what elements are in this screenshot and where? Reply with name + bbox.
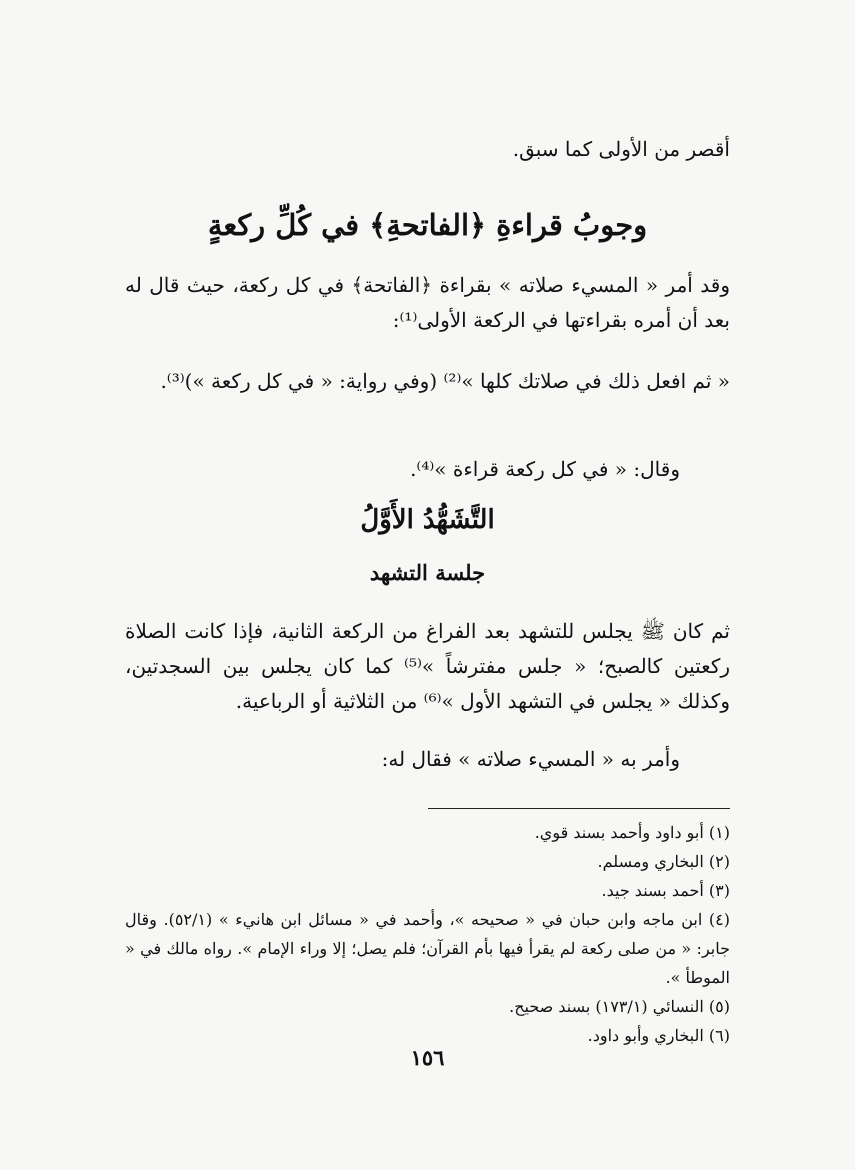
footnote-item: (٥) النسائي (١٧٣/١) بسند صحيح. — [509, 997, 730, 1016]
page-number: ١٥٦ — [410, 1045, 445, 1070]
footnote-item: (٦) البخاري وأبو داود. — [587, 1026, 730, 1045]
paragraph-command-to-sitting: وأمر به « المسيء صلاته » فقال له: — [381, 747, 680, 771]
footnote-item: (٤) ابن ماجه وابن حبان في « صحيحه »، وأحمد في « مسائل ابن هانيء » (٥٢/١). وقال جابر: « من صلى ركعة لم يقرأ فيها بأم القرآن؛ فلم يصل؛ إلا وراء الإمام ». رواه مالك في « الموطأ ». — [125, 910, 730, 987]
paragraph-hadith-every-rakah: « ثم افعل ذلك في صلاتك كلها »⁽²⁾ (وفي رواية: « في كل ركعة »)⁽³⁾. — [160, 369, 730, 393]
footnotes — [125, 818, 730, 1050]
footnote-item: (٣) أحمد بسند جيد. — [601, 881, 730, 900]
paragraph-recitation-every-rakah: وقال: « في كل ركعة قراءة »⁽⁴⁾. — [410, 457, 680, 481]
paragraph-tashahhud-description: ثم كان ﷺ يجلس للتشهد بعد الفراغ من الركعة الثانية، فإذا كانت الصلاة ركعتين كالصبح؛ « جلس مفترشاً »⁽⁵⁾ كما كان يجلس بين السجدتين، وكذلك « يجلس في التشهد الأول »⁽⁶⁾ من الثلاثية أو الرباعية. — [125, 619, 730, 713]
intro-line: أقصر من الأولى كما سبق. — [512, 137, 730, 161]
section-title-fatiha: وجوبُ قراءةِ ﴿الفاتحةِ﴾ في كُلِّ ركعةٍ — [207, 208, 648, 242]
section-subtitle-tashahhud-sitting: جلسة التشهد — [369, 560, 486, 585]
section-title-first-tashahhud: التَّشَهُّدُ الأَوَّلُ — [360, 505, 495, 535]
footnote-separator — [428, 808, 730, 809]
footnote-item: (١) أبو داود وأحمد بسند قوي. — [534, 823, 730, 842]
footnote-item: (٢) البخاري ومسلم. — [597, 852, 730, 871]
paragraph-fatiha-command: وقد أمر « المسيء صلاته » بقراءة ﴿الفاتحة﴾ في كل ركعة، حيث قال له بعد أن أمره بقراءتها في الركعة الأولى⁽¹⁾: — [125, 273, 730, 332]
